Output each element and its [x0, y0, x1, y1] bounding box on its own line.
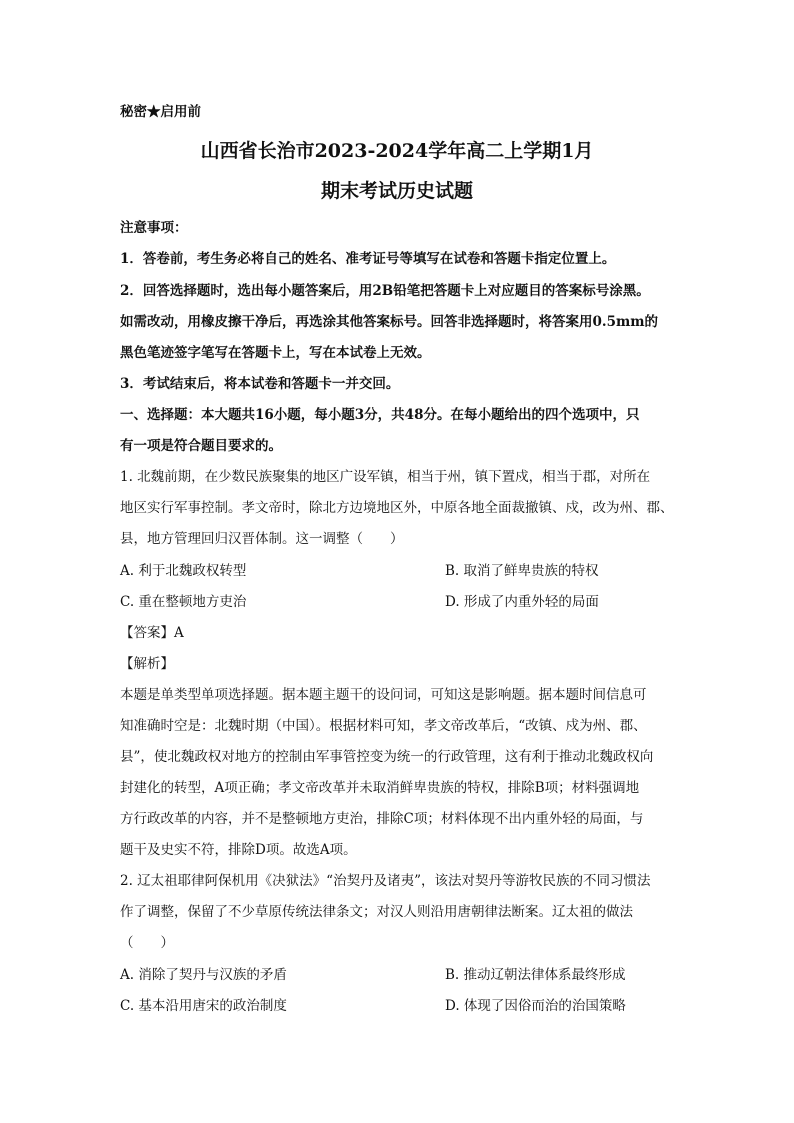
q2-stem-line2: 作了调整，保留了不少草原传统法律条文；对汉人则沿用唐朝律法断案。辽太祖的做法 — [120, 904, 633, 920]
notice-item-2-line3: 黑色笔迹签字笔写在答题卡上，写在本试卷上无效。 — [120, 345, 431, 361]
secret-mark: 秘密★启用前 — [120, 104, 201, 120]
section-heading-line2: 有一项是符合题目要求的。 — [120, 438, 282, 454]
q1-analysis-line2: 知准确时空是：北魏时期（中国）。根据材料可知，孝文帝改革后，“改镇、戍为州、郡、 — [120, 718, 647, 734]
notice-item-2-line2: 如需改动，用橡皮擦干净后，再选涂其他答案标号。回答非选择题时，将答案用0.5mm的 — [120, 314, 659, 330]
q1-stem-line1: 1. 北魏前期，在少数民族聚集的地区广设军镇，相当于州，镇下置戍，相当于郡，对所在 — [120, 469, 651, 485]
q1-analysis-heading: 【解析】 — [120, 656, 174, 672]
q1-analysis-line5: 方行政改革的内容，并不是整顿地方吏治，排除C项；材料体现不出内重外轻的局面，与 — [120, 811, 644, 827]
q1-option-c: C. 重在整顿地方吏治 — [120, 594, 247, 610]
q1-analysis-line3: 县”，使北魏政权对地方的控制由军事管控变为统一的行政管理，这有利于推动北魏政权向 — [120, 749, 654, 765]
notice-item-3: 3．考试结束后，将本试卷和答题卡一并交回。 — [120, 376, 400, 392]
q2-option-b: B. 推动辽朝法律体系最终形成 — [445, 967, 626, 983]
q1-stem-line3: 县，地方管理回归汉晋体制。这一调整（ ） — [120, 531, 404, 547]
section-heading-line1: 一、选择题：本大题共16小题，每小题3分，共48分。在每小题给出的四个选项中，只 — [120, 407, 640, 423]
q1-analysis-line6: 题干及史实不符，排除D项。故选A项。 — [120, 842, 357, 858]
q2-option-d: D. 体现了因俗而治的治国策略 — [445, 998, 626, 1014]
q1-analysis-line4: 封建化的转型，A项正确；孝文帝改革并未取消鲜卑贵族的特权，排除B项；材料强调地 — [120, 780, 640, 796]
q2-option-c: C. 基本沿用唐宋的政治制度 — [120, 998, 287, 1014]
q1-answer: 【答案】A — [120, 625, 184, 641]
q1-option-d: D. 形成了内重外轻的局面 — [445, 594, 599, 610]
q1-analysis-line1: 本题是单类型单项选择题。据本题主题干的设问词，可知这是影响题。据本题时间信息可 — [120, 687, 647, 703]
exam-title-line2: 期末考试历史试题 — [320, 180, 473, 202]
notice-heading: 注意事项： — [120, 220, 188, 236]
q2-stem-line3: （ ） — [120, 935, 174, 951]
q1-stem-line2: 地区实行军事控制。孝文帝时，除北方边境地区外，中原各地全面裁撤镇、戍，改为州、郡、 — [120, 500, 674, 516]
q1-option-a: A. 利于北魏政权转型 — [120, 563, 247, 579]
notice-item-1: 1．答卷前，考生务必将自己的姓名、准考证号等填写在试卷和答题卡指定位置上。 — [120, 251, 616, 267]
notice-item-2-line1: 2．回答选择题时，选出每小题答案后，用2B铅笔把答题卡上对应题目的答案标号涂黑。 — [120, 283, 650, 299]
q1-option-b: B. 取消了鲜卑贵族的特权 — [445, 563, 599, 579]
q2-option-a: A. 消除了契丹与汉族的矛盾 — [120, 967, 287, 983]
exam-title-line1: 山西省长治市2023-2024学年高二上学期1月 — [200, 140, 594, 162]
q2-stem-line1: 2. 辽太祖耶律阿保机用《决狱法》“治契丹及诸夷”，该法对契丹等游牧民族的不同习惯法 — [120, 873, 651, 889]
